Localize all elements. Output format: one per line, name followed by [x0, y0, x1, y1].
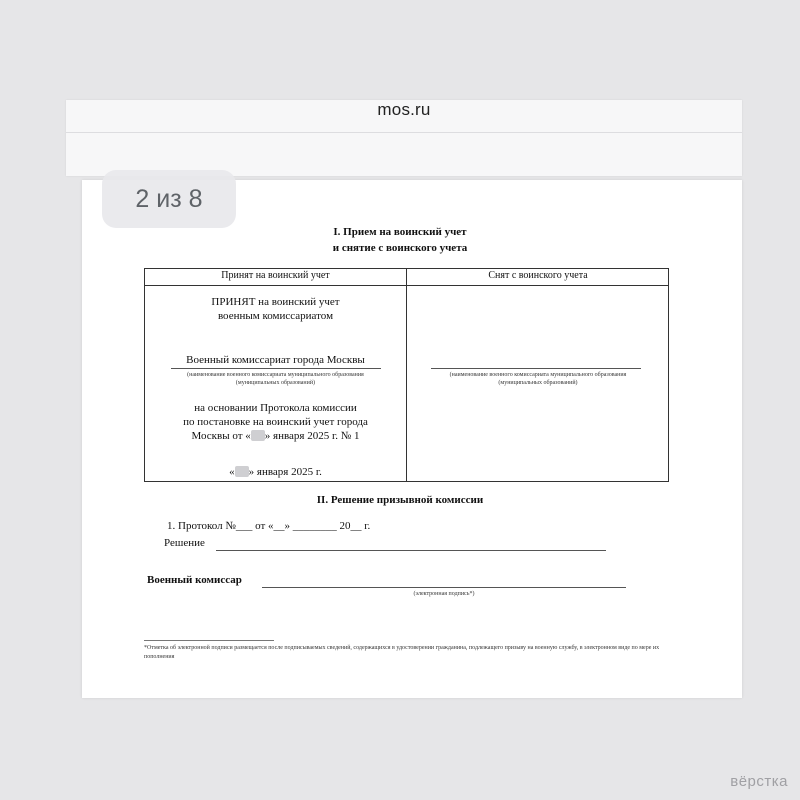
redacted-date-day — [235, 466, 249, 477]
basis-line3-end: » января 2025 г. № 1 — [264, 430, 360, 442]
previous-page-sheet — [66, 100, 742, 176]
commissariat-hint — [145, 371, 406, 387]
accepted-text — [145, 295, 406, 323]
divider — [66, 132, 742, 133]
commissariat-underline — [171, 368, 381, 369]
date-rest: » января 2025 г. — [248, 466, 322, 478]
col-header-accepted: Принят на воинский учет — [221, 270, 330, 281]
right-hint-line1: (наименование военного комиссариата муниципального образования — [449, 372, 627, 378]
accepted-line1: ПРИНЯТ на воинский учет — [211, 296, 340, 308]
decision-line — [216, 550, 606, 551]
section1-title — [0, 224, 800, 256]
protocol-line: 1. Протокол №___ от «__» ________ 20__ г. — [167, 520, 371, 532]
decision-label: Решение — [164, 537, 205, 549]
right-hint-line2: (муниципальных образований) — [498, 380, 578, 386]
removed-hint — [407, 371, 669, 387]
col-header-removed: Снят с воинского учета — [488, 270, 588, 281]
redacted-day — [251, 430, 265, 441]
hint-line1: (наименование военного комиссариата муниципального образования — [187, 372, 364, 378]
hint-line2: (муниципальных образований) — [235, 380, 316, 386]
basis-line3-start: Москвы от « — [191, 430, 251, 442]
section2-title: II. Решение призывной комиссии — [316, 494, 484, 506]
footnote-rule — [144, 640, 274, 641]
watermark-logo: вёрстка — [730, 773, 788, 790]
accepted-line2: военным комиссариатом — [217, 310, 334, 322]
page-counter-badge: 2 из 8 — [102, 170, 236, 228]
site-title: mos.ru — [377, 100, 431, 119]
commissariat-name: Военный комиссариат города Москвы — [186, 354, 365, 366]
basis-line3 — [145, 429, 406, 443]
basis-line1: на основании Протокола комиссии — [194, 402, 357, 414]
footnote: *Отметка об электронной подписи размещается после подписываемых сведений, содержащихся в удостоверении гражданина, подлежащего призыву на военную службу, в электронном виде по мере их пополнения — [144, 645, 660, 660]
signature-hint: (электронная подпись*) — [413, 591, 475, 597]
table-header-divider — [145, 285, 668, 286]
acceptance-date — [145, 465, 406, 479]
commissar-signature-line — [262, 587, 626, 588]
date-open-quote: « — [229, 466, 235, 478]
section1-title-line2: и снятие с воинского учета — [332, 242, 468, 254]
basis-text — [145, 401, 406, 443]
commissar-label: Военный комиссар — [147, 574, 242, 586]
registration-table — [144, 268, 669, 482]
removed-underline — [431, 368, 641, 369]
section1-title-line1: I. Прием на воинский учет — [333, 226, 467, 238]
basis-line2: по постановке на воинский учет города — [183, 416, 368, 428]
